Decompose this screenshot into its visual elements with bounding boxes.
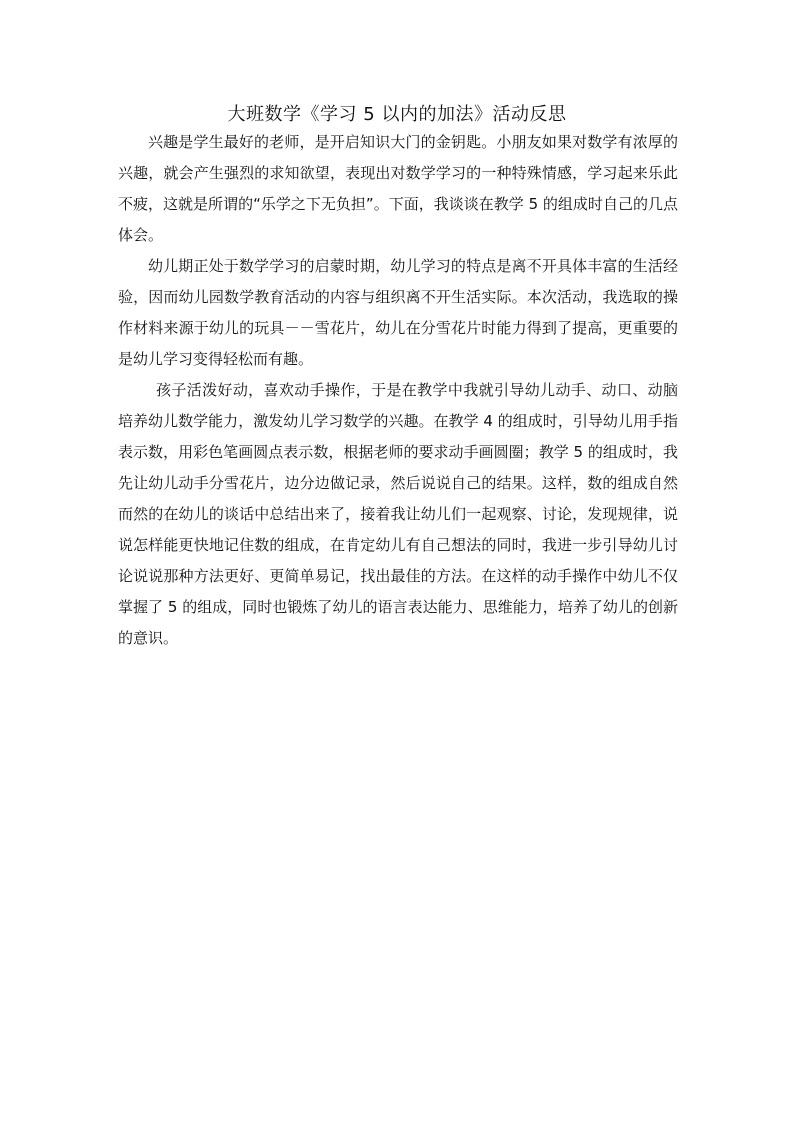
document-title: 大班数学《学习 5 以内的加法》活动反思	[227, 104, 567, 125]
document-body	[118, 127, 678, 654]
paragraph-2: 幼儿期正处于数学学习的启蒙时期，幼儿学习的特点是离不开具体丰富的生活经验，因而幼儿园数学教育活动的内容与组织离不开生活实际。本次活动，我选取的操作材料来源于幼儿的玩具－－雪花片，幼儿在分雪花片时能力得到了提高，更重要的是幼儿学习变得轻松而有趣。	[118, 257, 678, 368]
paragraph-3: 孩子活泼好动，喜欢动手操作，于是在教学中我就引导幼儿动手、动口、动脑培养幼儿数学能力，激发幼儿学习数学的兴趣。在教学 4 的组成时，引导幼儿用手指表示数，用彩色笔画圆点表示数，根据老师的要求动手画圆圈；教学 5 的组成时，我先让幼儿动手分雪花片，边分边做记录，然后说说自己的结果。这样，数的组成自然而然的在幼儿的谈话中总结出来了，接着我让幼儿们一起观察、讨论，发现规律，说说怎样能更快地记住数的组成，在肯定幼儿有自己想法的同时，我进一步引导幼儿讨论说说那种方法更好、更简单易记，找出最佳的方法。在这样的动手操作中幼儿不仅掌握了 5 的组成，同时也锻炼了幼儿的语言表达能力、思维能力，培养了幼儿的创新的意识。	[118, 381, 678, 647]
paragraph-1: 兴趣是学生最好的老师，是开启知识大门的金钥匙。小朋友如果对数学有浓厚的兴趣，就会产生强烈的求知欲望，表现出对数学学习的一种特殊情感，学习起来乐此不疲，这就是所谓的“乐学之下无负担”。下面，我谈谈在教学 5 的组成时自己的几点体会。	[118, 133, 678, 244]
